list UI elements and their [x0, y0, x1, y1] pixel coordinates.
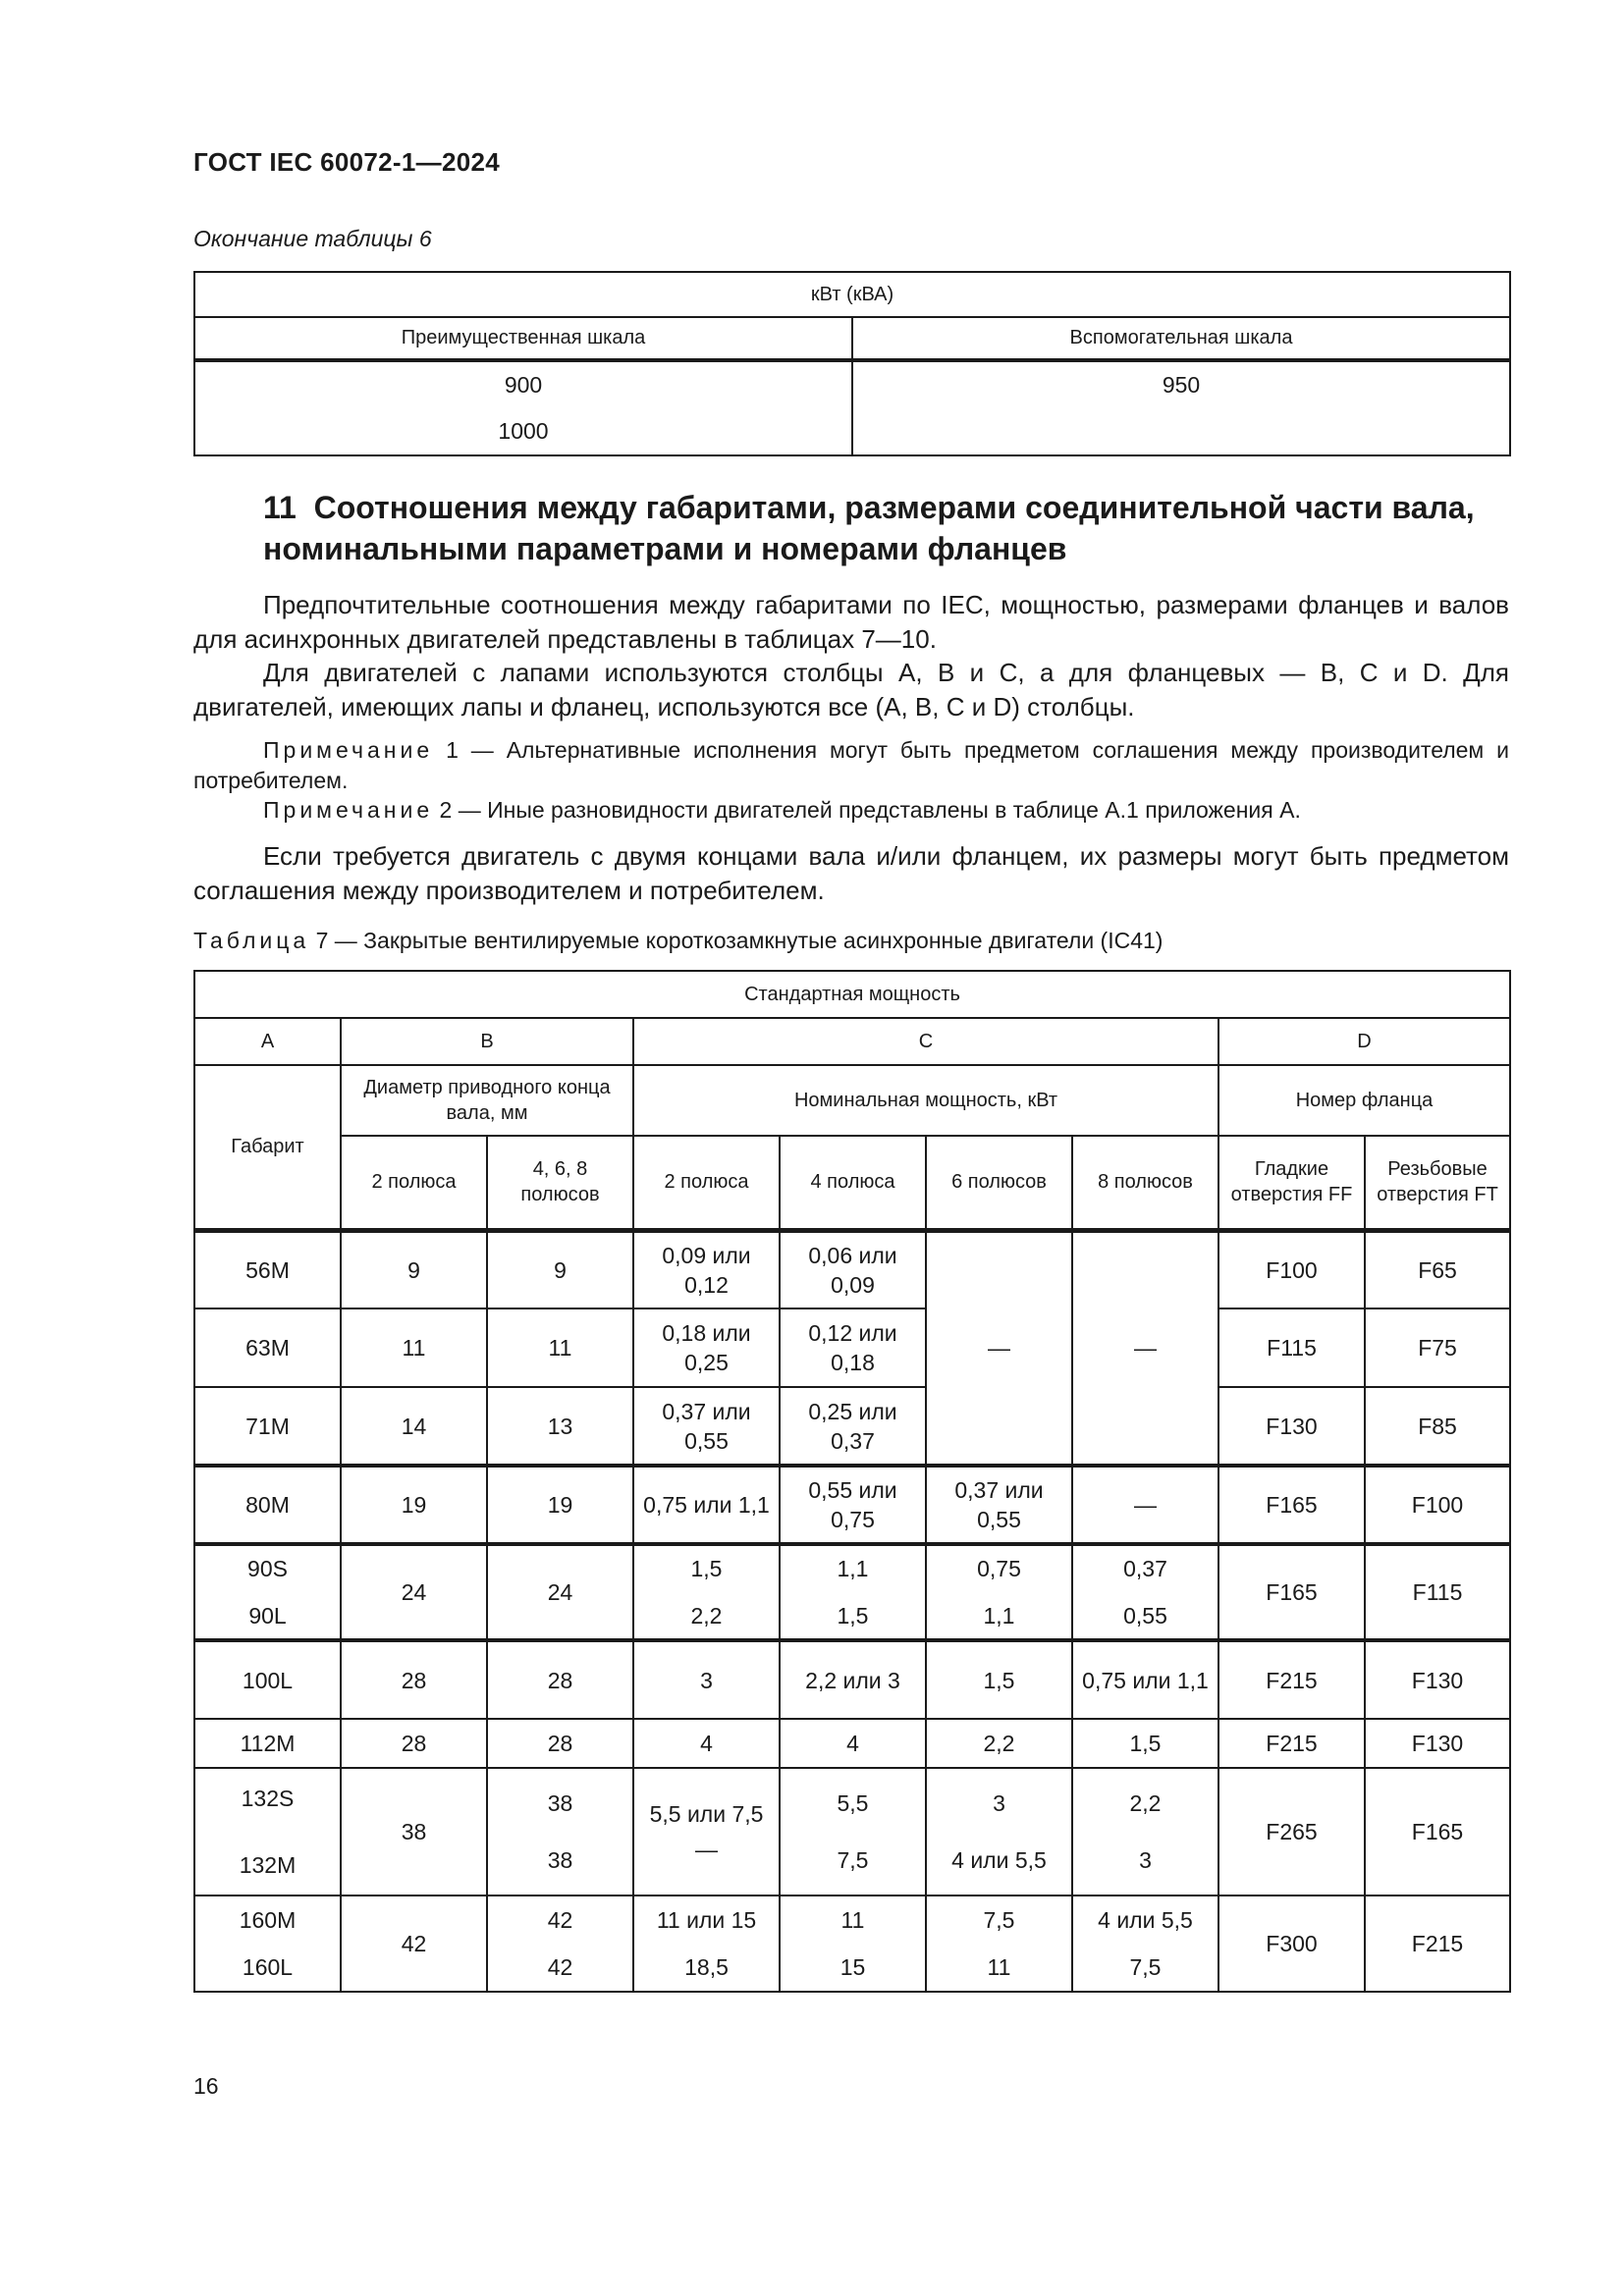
cell-line: 0,37 — [1123, 1556, 1167, 1581]
section-number: 11 — [263, 490, 297, 525]
header-poles: 2 полюса — [633, 1136, 780, 1230]
cell-line: 132M — [239, 1852, 297, 1878]
cell — [487, 1896, 633, 1992]
cell-frame: 71M — [194, 1387, 341, 1466]
section-heading — [263, 487, 1520, 569]
table-row — [194, 1308, 1510, 1387]
header-poles: 6 полюсов — [926, 1136, 1072, 1230]
cell-line: 4 или 5,5 — [951, 1847, 1047, 1873]
cell: 3 — [633, 1640, 780, 1719]
document-header: ГОСТ IEC 60072-1—2024 — [193, 147, 500, 177]
header-poles: 2 полюса — [341, 1136, 487, 1230]
cell: 9 — [341, 1230, 487, 1308]
cell: 9 — [487, 1230, 633, 1308]
cell: F215 — [1218, 1719, 1365, 1768]
table-row — [194, 1230, 1510, 1308]
header-shaft-diameter: Диаметр приводного конца вала, мм — [341, 1065, 633, 1136]
cell: F265 — [1218, 1768, 1365, 1896]
cell: — — [926, 1230, 1072, 1466]
cell-line: 4 или 5,5 — [1098, 1907, 1193, 1933]
table6-unit-header: кВт (кВА) — [194, 272, 1510, 317]
cell-line: 2,2 — [690, 1603, 723, 1629]
header-col-b: B — [341, 1018, 633, 1065]
cell-line: 5,5 — [837, 1790, 869, 1816]
cell: 28 — [487, 1719, 633, 1768]
table6-preferred-cell — [194, 360, 852, 455]
page-number: 16 — [193, 2073, 219, 2099]
paragraph — [193, 839, 1509, 908]
cell: 11 — [341, 1308, 487, 1387]
cell-line: 7,5 — [837, 1847, 869, 1873]
cell: 24 — [341, 1544, 487, 1640]
cell: 1,5 — [1072, 1719, 1218, 1768]
cell: 0,12 или 0,18 — [780, 1308, 926, 1387]
cell-frame: 80M — [194, 1466, 341, 1544]
cell: F115 — [1365, 1544, 1510, 1640]
cell-frame — [194, 1544, 341, 1640]
cell — [926, 1768, 1072, 1896]
cell-line: 7,5 — [1129, 1954, 1162, 1980]
cell: 0,37 или 0,55 — [633, 1387, 780, 1466]
cell-line: 1,1 — [983, 1603, 1015, 1629]
cell — [633, 1768, 780, 1896]
cell-line: 42 — [547, 1954, 573, 1980]
cell-frame — [194, 1896, 341, 1992]
paragraph — [193, 656, 1509, 724]
cell: F75 — [1365, 1308, 1510, 1387]
cell-frame — [194, 1768, 341, 1896]
table-row — [194, 1387, 1510, 1466]
header-ft: Резьбовые отверстия FT — [1365, 1136, 1510, 1230]
table7-caption — [193, 928, 1163, 954]
cell-line: 11 — [840, 1907, 865, 1933]
cell: 1,5 — [926, 1640, 1072, 1719]
cell: 19 — [341, 1466, 487, 1544]
header-standard-power: Стандартная мощность — [194, 971, 1510, 1018]
cell-frame: 56M — [194, 1230, 341, 1308]
cell: F165 — [1365, 1768, 1510, 1896]
cell: 0,55 или 0,75 — [780, 1466, 926, 1544]
cell-line: 38 — [547, 1847, 573, 1873]
cell-line: 18,5 — [684, 1954, 729, 1980]
cell-line: 42 — [547, 1907, 573, 1933]
cell — [633, 1544, 780, 1640]
paragraph-text: Предпочтительные соотношения между габаритами по IEC, мощностью, размерами фланцев и валов для асинхронных двигателей представлены в таблицах 7—10. — [193, 590, 1509, 654]
paragraph — [193, 588, 1509, 657]
header-col-a: A — [194, 1018, 341, 1065]
cell-line: 3 — [1139, 1847, 1152, 1873]
cell-line: 0,55 — [1123, 1603, 1167, 1629]
cell: F165 — [1218, 1466, 1365, 1544]
table6-value: 900 — [504, 372, 543, 398]
cell-line: 160M — [239, 1907, 297, 1933]
header-poles: 8 полюсов — [1072, 1136, 1218, 1230]
table-row — [194, 1768, 1510, 1896]
cell: 4 — [780, 1719, 926, 1768]
paragraph-text: Для двигателей с лапами используются столбцы A, B и C, а для фланцевых — B, C и D. Для двигателей, имеющих лапы и фланец, используются все (A, B, C и D) столбцы. — [193, 658, 1509, 721]
table6-value: 1000 — [498, 418, 549, 444]
cell: 28 — [341, 1640, 487, 1719]
cell: F100 — [1218, 1230, 1365, 1308]
cell — [487, 1768, 633, 1896]
cell: F115 — [1218, 1308, 1365, 1387]
cell — [780, 1896, 926, 1992]
cell-line: 15 — [839, 1954, 866, 1980]
cell: 0,25 или 0,37 — [780, 1387, 926, 1466]
section-title: Соотношения между габаритами, размерами соединительной части вала, номинальными параметрами и номерами фланцев — [263, 490, 1475, 566]
table6-caption: Окончание таблицы 6 — [193, 226, 432, 251]
cell-line: 38 — [547, 1790, 573, 1816]
table-row — [194, 1719, 1510, 1768]
cell-line: 1,1 — [837, 1556, 869, 1581]
cell: 19 — [487, 1466, 633, 1544]
header-col-d: D — [1218, 1018, 1510, 1065]
cell-line: 90L — [248, 1603, 287, 1629]
cell-line: 7,5 — [983, 1907, 1015, 1933]
cell: 2,2 или 3 — [780, 1640, 926, 1719]
table6-col-auxiliary: Вспомогательная шкала — [852, 317, 1510, 360]
table-row — [194, 1466, 1510, 1544]
header-rated-power: Номинальная мощность, кВт — [633, 1065, 1218, 1136]
note-2 — [193, 795, 1509, 826]
cell-frame: 100L — [194, 1640, 341, 1719]
note-label: Примечание — [263, 797, 434, 823]
header-col-c: C — [633, 1018, 1218, 1065]
cell-frame: 112M — [194, 1719, 341, 1768]
cell-frame: 63M — [194, 1308, 341, 1387]
note-label: Примечание — [263, 737, 434, 763]
cell — [633, 1896, 780, 1992]
table6 — [193, 271, 1511, 456]
cell: 38 — [341, 1768, 487, 1896]
cell: F65 — [1365, 1230, 1510, 1308]
cell: F100 — [1365, 1466, 1510, 1544]
cell: 28 — [487, 1640, 633, 1719]
note-text: — Альтернативные исполнения могут быть предметом соглашения между производителем и потребителем. — [193, 737, 1510, 793]
note-text: — Иные разновидности двигателей представлены в таблице А.1 приложения А. — [458, 797, 1301, 823]
cell-line: 160L — [242, 1954, 294, 1980]
cell — [780, 1768, 926, 1896]
cell-line: 90S — [247, 1556, 288, 1581]
cell — [1072, 1768, 1218, 1896]
cell: F300 — [1218, 1896, 1365, 1992]
table-caption-text: 7 — Закрытые вентилируемые короткозамкнутые асинхронные двигатели (IC41) — [315, 928, 1164, 953]
cell: F130 — [1365, 1719, 1510, 1768]
cell — [1072, 1544, 1218, 1640]
cell: 11 — [487, 1308, 633, 1387]
cell: 13 — [487, 1387, 633, 1466]
note-number: 1 — [446, 737, 459, 763]
cell: 24 — [487, 1544, 633, 1640]
header-poles: 4, 6, 8 полюсов — [487, 1136, 633, 1230]
cell-line: 11 или 15 — [656, 1907, 757, 1933]
header-flange-number: Номер фланца — [1218, 1065, 1510, 1136]
table6-col-preferred: Преимущественная шкала — [194, 317, 852, 360]
cell-line: 0,75 — [977, 1556, 1021, 1581]
cell: 4 — [633, 1719, 780, 1768]
table6-value: 950 — [1162, 372, 1201, 398]
cell — [926, 1896, 1072, 1992]
cell-line: 3 — [993, 1790, 1005, 1816]
cell: 0,18 или 0,25 — [633, 1308, 780, 1387]
cell: 0,75 или 1,1 — [1072, 1640, 1218, 1719]
cell: 2,2 — [926, 1719, 1072, 1768]
cell: F165 — [1218, 1544, 1365, 1640]
table7 — [193, 970, 1511, 1993]
cell: — — [1072, 1466, 1218, 1544]
paragraph-text: Если требуется двигатель с двумя концами вала и/или фланцем, их размеры могут быть предметом соглашения между производителем и потребителем. — [193, 841, 1509, 905]
table-caption-label: Таблица — [193, 928, 310, 953]
cell-line: 132S — [241, 1786, 295, 1811]
header-poles: 4 полюса — [780, 1136, 926, 1230]
cell: 14 — [341, 1387, 487, 1466]
cell: F215 — [1365, 1896, 1510, 1992]
cell: 0,75 или 1,1 — [633, 1466, 780, 1544]
table-row — [194, 1640, 1510, 1719]
cell: — — [1072, 1230, 1218, 1466]
note-number: 2 — [439, 797, 453, 823]
table6-auxiliary-cell — [852, 360, 1510, 455]
cell: 0,37 или 0,55 — [926, 1466, 1072, 1544]
cell-line: 1,5 — [690, 1556, 723, 1581]
cell-line: — — [695, 1837, 718, 1862]
cell: F130 — [1218, 1387, 1365, 1466]
cell-line: 5,5 или 7,5 — [649, 1801, 764, 1827]
header-ff: Гладкие отверстия FF — [1218, 1136, 1365, 1230]
cell-line: 11 — [987, 1954, 1011, 1980]
cell: F130 — [1365, 1640, 1510, 1719]
note-1 — [193, 735, 1509, 796]
cell: F85 — [1365, 1387, 1510, 1466]
cell — [780, 1544, 926, 1640]
table-row — [194, 1544, 1510, 1640]
cell-line: 2,2 — [1129, 1790, 1162, 1816]
cell: 28 — [341, 1719, 487, 1768]
cell: F215 — [1218, 1640, 1365, 1719]
table-row — [194, 1896, 1510, 1992]
cell: 0,06 или 0,09 — [780, 1230, 926, 1308]
header-frame: Габарит — [194, 1065, 341, 1230]
cell — [1072, 1896, 1218, 1992]
cell: 0,09 или 0,12 — [633, 1230, 780, 1308]
cell — [926, 1544, 1072, 1640]
cell-line: 1,5 — [837, 1603, 869, 1629]
cell: 42 — [341, 1896, 487, 1992]
